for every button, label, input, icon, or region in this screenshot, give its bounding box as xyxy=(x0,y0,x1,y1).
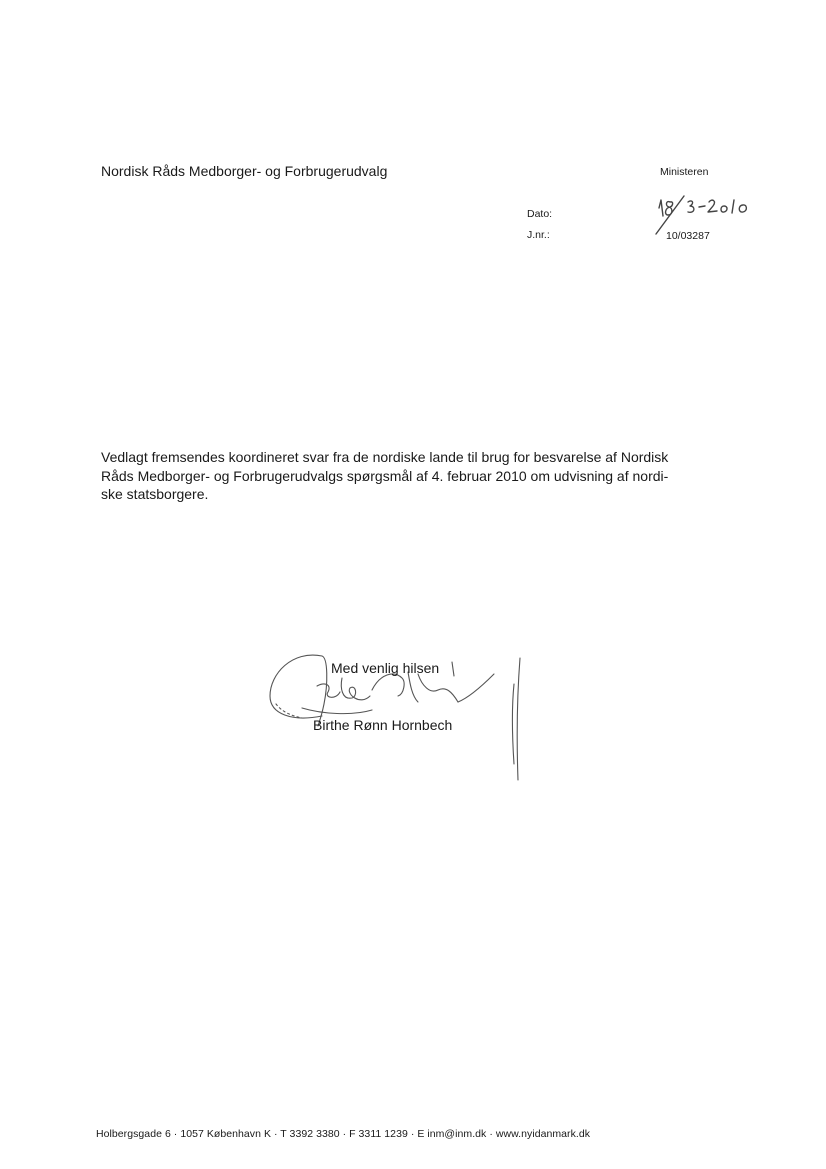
recipient-name: Nordisk Råds Medborger- og Forbrugerudvalg xyxy=(101,163,388,179)
body-line: Vedlagt fremsendes koordineret svar fra de nordiske lande til brug for besvarelse af Nordisk xyxy=(101,449,669,465)
body-line: ske statsborgere. xyxy=(101,486,209,502)
journal-number: 10/03287 xyxy=(666,230,710,242)
journal-label: J.nr.: xyxy=(527,229,550,241)
body-line: Råds Medborger- og Forbrugerudvalgs spørgsmål af 4. februar 2010 om udvisning af nordi- xyxy=(101,467,669,484)
letter-body xyxy=(101,448,681,504)
signer-name: Birthe Rønn Hornbech xyxy=(313,717,453,733)
date-label: Dato: xyxy=(527,208,553,220)
sender-title: Ministeren xyxy=(660,166,709,178)
closing-greeting: Med venlig hilsen xyxy=(331,660,440,676)
footer-address: Holbergsgade 6 · 1057 København K · T 3392 3380 · F 3311 1239 · E inm@inm.dk · www.nyidanmark.dk xyxy=(96,1128,591,1140)
